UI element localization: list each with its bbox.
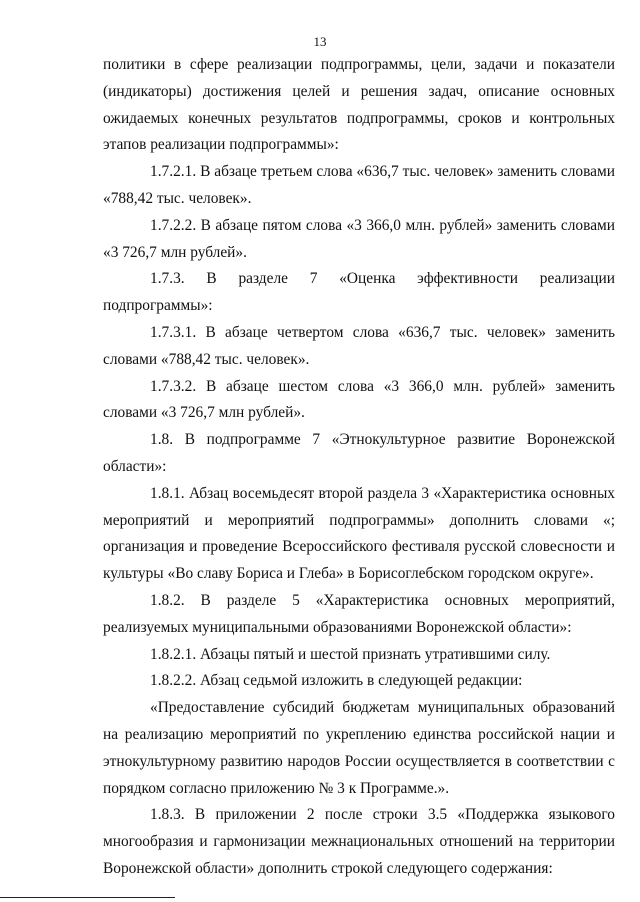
footnote-divider <box>0 897 175 898</box>
paragraph-quoted-text: «Предоставление субсидий бюджетам муниципальных образований на реализацию мероприятий по укреплению единства российской нации и этнокультурному развитию народов России осуществляется в соответствии с порядком согласно приложению № 3 к Программе.». <box>103 699 615 797</box>
paragraph-1-8-2-2: 1.8.2.2. Абзац седьмой изложить в следующей редакции: <box>150 672 523 690</box>
paragraph-1-7-3-1: 1.7.3.1. В абзаце четвертом слова «636,7 тыс. человек» заменить словами «788,42 тыс. человек». <box>103 323 615 368</box>
paragraph-1-8-1: 1.8.1. Абзац восемьдесят второй раздела 3 «Характеристика основных мероприятий и мероприятий подпрограммы» дополнить словами «; организация и проведение Всероссийского фестиваля русской словесности и культуры «Во славу Бориса и Глеба» в Борисоглебском городском округе». <box>103 484 615 583</box>
paragraph-continuation: политики в сфере реализации подпрограммы, цели, задачи и показатели (индикаторы) достижения целей и решения задач, описание основных ожидаемых конечных результатов подпрограммы, сроков и контрольных этапов реализации подпрограммы»: <box>103 56 615 154</box>
paragraph-1-7-3-2: 1.7.3.2. В абзаце шестом слова «3 366,0 млн. рублей» заменить словами «3 726,7 млн рублей». <box>103 377 615 422</box>
page-number: 13 <box>313 34 327 49</box>
paragraph-1-8-3: 1.8.3. В приложении 2 после строки 3.5 «Поддержка языкового многообразия и гармонизации межнациональных отношений на территории Воронежской области» дополнить строкой следующего содержания: <box>103 806 615 877</box>
paragraph-1-8-2-1: 1.8.2.1. Абзацы пятый и шестой признать утратившими силу. <box>150 645 551 663</box>
paragraph-1-7-2-2: 1.7.2.2. В абзаце пятом слова «3 366,0 млн. рублей» заменить словами «3 726,7 млн рублей». <box>103 216 615 261</box>
paragraph-1-8-2: 1.8.2. В разделе 5 «Характеристика основных мероприятий, реализуемых муниципальными образованиями Воронежской области»: <box>103 591 615 636</box>
paragraph-1-7-3: 1.7.3. В разделе 7 «Оценка эффективности реализации подпрограммы»: <box>103 270 615 315</box>
paragraph-1-8: 1.8. В подпрограмме 7 «Этнокультурное развитие Воронежской области»: <box>103 431 615 475</box>
paragraph-1-7-2-1: 1.7.2.1. В абзаце третьем слова «636,7 тыс. человек» заменить словами «788,42 тыс. человек». <box>103 163 615 207</box>
document-body <box>103 52 615 883</box>
